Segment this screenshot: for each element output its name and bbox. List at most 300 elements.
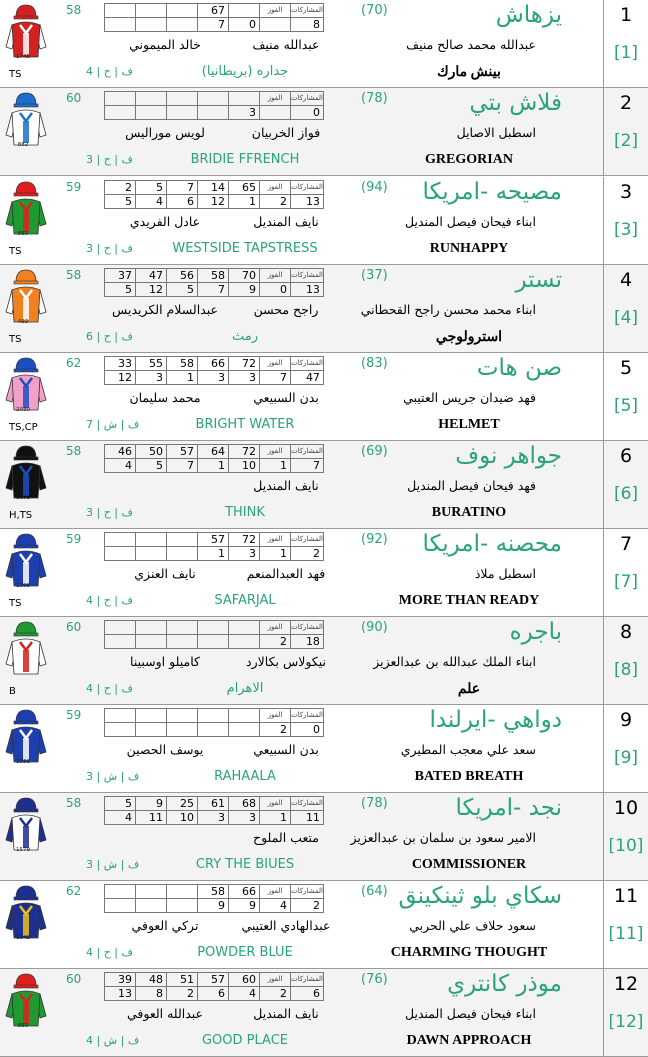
equipment-codes: ف | ح | 3 [86,242,133,255]
form-cell [167,547,198,561]
equipment-codes: ف | ش | 3 [86,770,140,783]
form-cell: 50 [136,445,167,459]
runs-count: 6 [291,987,324,1001]
form-cell: 6 [198,987,229,1001]
form-cell: 64 [198,445,229,459]
equipment-codes: ف | ح | 3 [86,153,133,166]
form-cell [167,621,198,635]
runs-label: المشاركات [291,621,324,635]
form-row-top [105,4,324,18]
horse-name: فلاش بتي [469,90,562,116]
owner-name: عبدالله محمد صالح منيف [406,37,536,52]
jockey-name: فهد العبدالمنعم [246,566,326,581]
trainer-name: تركي العوفي [131,918,199,933]
silks-stripe [23,386,29,408]
carried-weight: 58 [66,3,82,17]
dam-name: GOOD PLACE [201,1033,289,1048]
form-cell: 1 [198,459,229,473]
runner-row [0,88,648,176]
form-row-top [105,357,324,371]
runner-number-cell [603,793,648,880]
jockey-name: نيكولاس بكالارد [246,654,326,669]
silks-cap-peak [14,809,38,812]
carried-weight: 59 [66,180,82,194]
form-cell [229,723,260,737]
carried-weight: 62 [66,884,82,898]
runs-count: 13 [291,283,324,297]
sire-name: CHARMING THOUGHT [390,945,548,960]
runner-number: 1 [619,4,633,26]
equipment-codes: ف | ح | 6 [86,330,133,343]
form-cell: 3 [198,371,229,385]
wins-count: 7 [260,371,291,385]
jockey-name: عبدالله منيف [252,37,320,52]
silks-stripe [23,210,29,232]
runner-row [0,969,648,1057]
wins-count: 2 [260,635,291,649]
form-cell: 4 [229,987,260,1001]
wins-label: الفوز [260,533,291,547]
form-table [104,532,324,561]
horse-name: تستر [515,267,562,293]
equipment-codes: ف | ش | 7 [86,418,140,431]
form-row-bottom [105,195,324,209]
silks-cap [16,710,36,722]
form-row-top [105,92,324,106]
trainer-name: لويس موراليس [125,125,205,140]
silks-code: 880 [17,1023,29,1029]
owner-name: الامير سعود بن سلمان بن عبدالعزيز [350,830,536,845]
form-cell: 3 [229,371,260,385]
sire-name: بينش مارك [437,65,501,80]
wins-label: الفوز [260,973,291,987]
form-cell: 57 [198,973,229,987]
runner-row [0,441,648,529]
runner-number-cell [603,617,648,704]
silks-code: 880 [17,231,29,237]
runner-number-cell [603,529,648,616]
jockey-name: بدن السبيعي [253,742,319,757]
form-cell: 3 [198,811,229,825]
runner-row [0,705,648,793]
form-cell [136,709,167,723]
form-cell [198,621,229,635]
form-cell [136,885,167,899]
runs-count: 2 [291,547,324,561]
wins-label: الفوز [260,885,291,899]
form-cell [136,92,167,106]
runner-number: 7 [619,533,633,555]
owner-name: فهد فيحان فيصل المنديل [407,478,536,493]
silks-stripe [23,826,29,848]
trainer-name: كاميلو اوسبينا [130,654,200,669]
gate-number: [6] [613,484,639,504]
form-row-bottom [105,811,324,825]
form-cell: 66 [229,885,260,899]
form-cell: 14 [198,181,229,195]
dam-name: WESTSIDE TAPSTRESS [172,241,318,256]
form-cell: 7 [167,459,198,473]
equipment-codes: ف | ح | 4 [86,946,133,959]
gear-tag: TS [9,69,22,80]
silks-cap [16,93,36,105]
silks-code: 1309 [16,583,30,589]
form-row-top [105,445,324,459]
silks-stripe [23,474,29,496]
owner-name: ابناء محمد محسن راجح القحطاني [360,302,536,317]
silks-cap-peak [14,16,38,19]
wins-count: 1 [260,459,291,473]
silks-stripe [23,121,29,143]
silks-cap-peak [14,281,38,284]
sire-name: BURATINO [431,505,507,520]
trainer-name: عبدالسلام الكريديس [112,302,218,317]
runner-number: 5 [619,357,633,379]
form-cell: 55 [136,357,167,371]
form-cell [198,106,229,120]
runner-row [0,265,648,353]
gear-tag: TS [9,246,22,257]
silks-cap-peak [14,193,38,196]
form-cell [105,635,136,649]
wins-count: 0 [260,283,291,297]
form-row-bottom [105,547,324,561]
form-cell: 68 [229,797,260,811]
form-cell [136,899,167,913]
runs-count: 8 [291,18,324,32]
trainer-name: محمد سليمان [129,390,201,405]
silks-stripe [23,562,29,584]
form-cell: 72 [229,533,260,547]
form-cell: 10 [167,811,198,825]
form-cell: 66 [198,357,229,371]
equipment-codes: ف | ح | 3 [86,506,133,519]
owner-name: فهد ضيدان جريس العتيبي [403,390,536,405]
trainer-name: عادل الفريدي [129,214,201,229]
jockey-name: عبدالهادي العتيبي [241,918,331,933]
gate-number: [5] [613,396,639,416]
owner-name: ابناء الملك عبدالله بن عبدالعزيز [373,654,536,669]
jockey-name: متعب الملوح [253,830,319,845]
dam-name: BRIDIE FFRENCH [190,152,300,167]
silks-stripe [23,650,29,672]
silks-code: 882 [17,142,29,148]
carried-weight: 60 [66,620,82,634]
carried-weight: 62 [66,356,82,370]
form-row-bottom [105,723,324,737]
form-cell: 11 [136,811,167,825]
form-cell [105,4,136,18]
gate-number: [9] [613,748,639,768]
wins-label: الفوز [260,357,291,371]
runner-row [0,0,648,88]
wins-count: 2 [260,987,291,1001]
form-cell [136,4,167,18]
dam-name: SAFARJAL [214,593,276,608]
form-cell: 7 [198,18,229,32]
form-cell: 5 [105,283,136,297]
runs-label: المشاركات [291,797,324,811]
form-cell [136,547,167,561]
form-table [104,268,324,297]
form-cell: 6 [167,195,198,209]
gate-number: [12] [608,1012,644,1032]
form-cell [229,4,260,18]
dam-name: (جداره (بريطانيا [201,64,289,79]
form-cell: 57 [167,445,198,459]
form-cell: 46 [105,445,136,459]
form-cell [105,723,136,737]
runner-row [0,617,648,705]
form-cell: 3 [229,811,260,825]
silks-code: 1931 [16,759,30,765]
runs-count: 7 [291,459,324,473]
form-row-top [105,885,324,899]
runs-count: 18 [291,635,324,649]
carried-weight: 59 [66,708,82,722]
silks-cap-peak [14,457,38,460]
form-row-bottom [105,371,324,385]
trainer-name: عبدالله العوفي [126,1006,204,1021]
horse-name: دواهي -ايرلندا [429,707,562,733]
horse-name: نجد -امريكا [455,795,562,821]
form-cell: 3 [229,106,260,120]
gate-number: [3] [613,220,639,240]
silks-cap [16,182,36,194]
form-row-top [105,533,324,547]
horse-rating: (64) [361,884,388,899]
equipment-codes: ف | ح | 4 [86,682,133,695]
form-cell [229,709,260,723]
jockey-name: بدن السبيعي [253,390,319,405]
runs-count: 0 [291,106,324,120]
silks-cap [16,534,36,546]
form-cell: 1 [167,371,198,385]
wins-count: 2 [260,723,291,737]
runner-number-cell [603,265,648,352]
form-table [104,620,324,649]
form-cell: 4 [105,459,136,473]
runner-number: 9 [619,709,633,731]
form-cell [105,547,136,561]
owner-name: سعد علي معجب المطيري [400,742,536,757]
wins-count: 4 [260,899,291,913]
form-row-top [105,797,324,811]
dam-name: CRY THE BIUES [195,857,295,872]
dam-name: رمث [231,329,258,344]
form-cell: 4 [136,195,167,209]
form-cell: 58 [198,885,229,899]
silks-cap-peak [14,104,38,107]
form-table [104,180,324,209]
form-cell [167,18,198,32]
wins-label: الفوز [260,621,291,635]
form-cell: 7 [198,283,229,297]
runs-count: 0 [291,723,324,737]
form-cell: 0 [229,18,260,32]
form-row-bottom [105,987,324,1001]
silks-cap [16,886,36,898]
sire-name: RUNHAPPY [429,241,509,256]
runner-number: 8 [619,621,633,643]
runner-number-cell [603,353,648,440]
form-cell: 72 [229,445,260,459]
wins-label: الفوز [260,445,291,459]
horse-name: يزهاش [495,2,562,28]
dam-name: الاهرام [226,681,264,696]
carried-weight: 58 [66,796,82,810]
form-cell [167,723,198,737]
form-cell [198,709,229,723]
runs-count: 11 [291,811,324,825]
form-cell [105,18,136,32]
runner-number-cell [603,177,648,264]
sire-name: DAWN APPROACH [406,1033,532,1048]
form-cell [167,635,198,649]
form-cell [105,621,136,635]
form-cell: 37 [105,269,136,283]
form-cell [167,533,198,547]
silks-stripe [23,33,29,55]
dam-name: POWDER BLUE [197,945,293,960]
horse-rating: (37) [361,268,388,283]
silks-cap [16,622,36,634]
horse-name: جواهر نوف [455,443,562,469]
form-cell [229,635,260,649]
form-cell: 7 [167,181,198,195]
jockey-silks-icon [4,620,48,682]
form-cell: 9 [229,283,260,297]
form-table [104,796,324,825]
equipment-codes: ف | ش | 4 [86,1034,140,1047]
form-cell: 70 [229,269,260,283]
form-cell: 4 [105,811,136,825]
form-cell: 12 [198,195,229,209]
wins-label: الفوز [260,92,291,106]
runner-number-cell [603,969,648,1056]
form-cell: 12 [105,371,136,385]
form-cell: 72 [229,357,260,371]
form-cell [136,18,167,32]
silks-cap [16,798,36,810]
runs-label: المشاركات [291,533,324,547]
runs-label: المشاركات [291,357,324,371]
silks-stripe [23,298,29,320]
sire-name: BATED BREATH [414,769,524,784]
horse-name: صن هات [476,355,562,381]
form-cell: 5 [105,797,136,811]
form-table [104,444,324,473]
wins-label: الفوز [260,181,291,195]
trainer-name: يوسف الحصين [126,742,204,757]
form-row-bottom [105,283,324,297]
gate-number: [4] [613,308,639,328]
form-cell: 5 [167,283,198,297]
form-cell [198,92,229,106]
runs-label: المشاركات [291,445,324,459]
runner-number: 4 [619,269,633,291]
form-cell: 1 [229,195,260,209]
form-cell: 57 [198,533,229,547]
form-cell: 1 [198,547,229,561]
form-table [104,708,324,737]
form-cell [167,885,198,899]
runner-number-cell [603,441,648,528]
owner-name: اسطبل الاصايل [456,125,536,140]
gear-tag: TS [9,598,22,609]
form-cell: 8 [136,987,167,1001]
horse-name: محصنه -امريكا [422,531,562,557]
gate-number: [11] [608,924,644,944]
runner-number: 3 [619,181,633,203]
equipment-codes: ف | ح | 4 [86,594,133,607]
silks-cap-peak [14,369,38,372]
silks-code: 1101 [16,495,30,501]
silks-cap-peak [14,897,38,900]
form-cell [105,885,136,899]
form-cell: 5 [105,195,136,209]
dam-name: BRIGHT WATER [195,417,295,432]
form-cell [136,533,167,547]
form-cell: 10 [229,459,260,473]
form-table [104,91,324,120]
silks-code: 1342 [16,935,30,941]
runner-row [0,353,648,441]
form-cell: 5 [136,459,167,473]
form-cell: 33 [105,357,136,371]
jockey-name: راجح محسن [253,302,319,317]
form-cell [105,92,136,106]
runner-number: 6 [619,445,633,467]
owner-name: ابناء فيحان فيصل المنديل [405,1006,536,1021]
form-cell: 3 [136,371,167,385]
silks-stripe [23,914,29,936]
wins-count: 1 [260,547,291,561]
trainer-name: نايف العنزي [134,566,196,581]
silks-code: 492 [17,319,29,325]
silks-stripe [23,1002,29,1024]
sire-name: استرولوجي [435,330,503,345]
form-cell: 2 [167,987,198,1001]
silks-cap-peak [14,721,38,724]
jockey-name: فواز الخربيان [251,125,321,140]
runner-number-cell [603,0,648,87]
form-cell: 58 [198,269,229,283]
form-cell [167,106,198,120]
form-row-bottom [105,459,324,473]
runs-count: 13 [291,195,324,209]
form-row-top [105,621,324,635]
runner-row [0,881,648,969]
silks-code: 1579 [16,847,30,853]
runs-label: المشاركات [291,973,324,987]
form-cell: 2 [105,181,136,195]
silks-cap [16,974,36,986]
form-cell: 51 [167,973,198,987]
form-cell: 39 [105,973,136,987]
form-cell: 67 [198,4,229,18]
runs-label: المشاركات [291,885,324,899]
silks-cap [16,446,36,458]
form-cell [229,621,260,635]
runner-row [0,793,648,881]
equipment-codes: ف | ش | 3 [86,858,140,871]
carried-weight: 60 [66,91,82,105]
horse-rating: (76) [361,972,388,987]
form-cell: 13 [105,987,136,1001]
horse-name: مصيحه -امريكا [422,179,562,205]
form-cell [105,533,136,547]
